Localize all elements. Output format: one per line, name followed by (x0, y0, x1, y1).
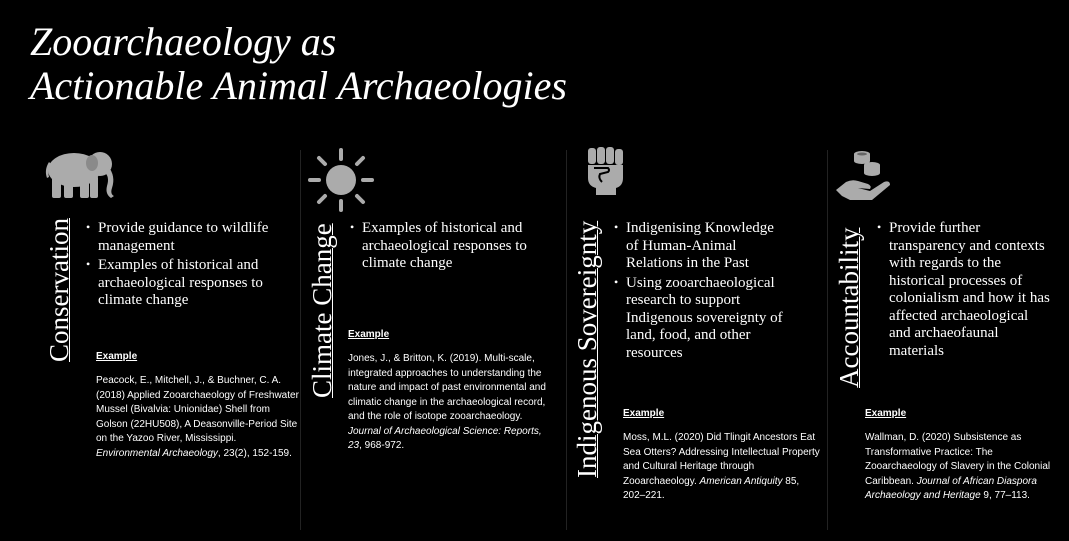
bullet-item: • Using zooarchaeological research to support Indigenous sovereignty of land, food, and other resources (614, 275, 786, 363)
heading-conservation: Conservation (44, 218, 74, 362)
column-divider (566, 150, 567, 530)
reference-citation (865, 431, 1065, 504)
reference-journal: American Antiquity (699, 475, 783, 487)
reference-details: 85, 202–221. (623, 475, 800, 501)
example-label: Example (865, 408, 907, 419)
title-line-2: Actionable Animal Archaeologies (30, 63, 567, 108)
reference-details: , 968-972. (359, 440, 405, 451)
bullet-item: • Indigenising Knowledge of Human-Animal Relations in the Past (614, 220, 786, 273)
sun-icon (307, 148, 375, 214)
bullet-item: • Examples of historical and archaeological responses to climate change (86, 257, 281, 310)
reference-journal: Journal of Archaeological Science: Reports, 23 (348, 425, 542, 451)
bullet-list-conservation (86, 220, 281, 312)
reference-authors: Jones, J., & Britton, K. (2019). Multi-scale, integrated approaches to understanding the nature and impact of past environmental and climatic change in the archaeological record, and the role of isotope zooarchaeology. (348, 353, 546, 422)
reference-authors: Wallman, D. (2020) Subsistence as Transformative Practice: The Zooarchaeology of Slavery in the Colonial Caribbean. (865, 432, 1051, 487)
reference-journal: Journal of African Diaspora Archaeology and Heritage (865, 475, 1037, 501)
reference-citation (348, 352, 553, 454)
slide-title (30, 20, 567, 108)
bullet-item: • Provide further transparency and contexts with regards to the historical processes of colonialism and how it has affected archaeological and archaeofaunal materials (877, 220, 1052, 360)
heading-accountability: Accountability (834, 227, 864, 388)
column-divider (300, 150, 301, 530)
raised-fist-icon (586, 146, 626, 196)
bullet-item: • Examples of historical and archaeological responses to climate change (350, 220, 540, 273)
column-conservation (44, 140, 299, 540)
reference-citation (623, 431, 823, 504)
bullet-item: • Provide guidance to wildlife management (86, 220, 281, 255)
title-line-1: Zooarchaeology as (30, 19, 337, 64)
reference-citation (96, 374, 301, 461)
bullet-list-accountability (877, 220, 1052, 362)
heading-climate-change: Climate Change (307, 223, 337, 398)
heading-indigenous-sovereignty: Indigenous Sovereignty (572, 220, 602, 478)
hand-holding-coins-icon (834, 148, 894, 204)
column-indigenous-sovereignty (572, 140, 822, 540)
reference-authors: Peacock, E., Mitchell, J., & Buchner, C. A. (2018) Applied Zooarchaeology of Freshwater Mussel (Bivalvia: Unionidae) Shell from Golson (22HU508), A Deasonville-Period Site on the Yazoo River, Mississippi. (96, 375, 299, 444)
example-label: Example (348, 329, 390, 340)
reference-journal: Environmental Archaeology (96, 447, 218, 459)
column-divider (827, 150, 828, 530)
reference-details: 9, 77–113. (980, 490, 1030, 501)
bullet-list-indigenous-sovereignty (614, 220, 786, 364)
elephant-icon (44, 148, 118, 200)
column-accountability (834, 140, 1069, 540)
bullet-list-climate-change (350, 220, 540, 275)
example-label: Example (96, 351, 138, 362)
example-label: Example (623, 408, 665, 419)
column-climate-change (307, 140, 557, 540)
reference-authors: Moss, M.L. (2020) Did Tlingit Ancestors Eat Sea Otters? Addressing Intellectual Property and Cultural Heritage through Zooarchaeology. (623, 432, 820, 487)
reference-details: , 23(2), 152-159. (217, 447, 292, 459)
